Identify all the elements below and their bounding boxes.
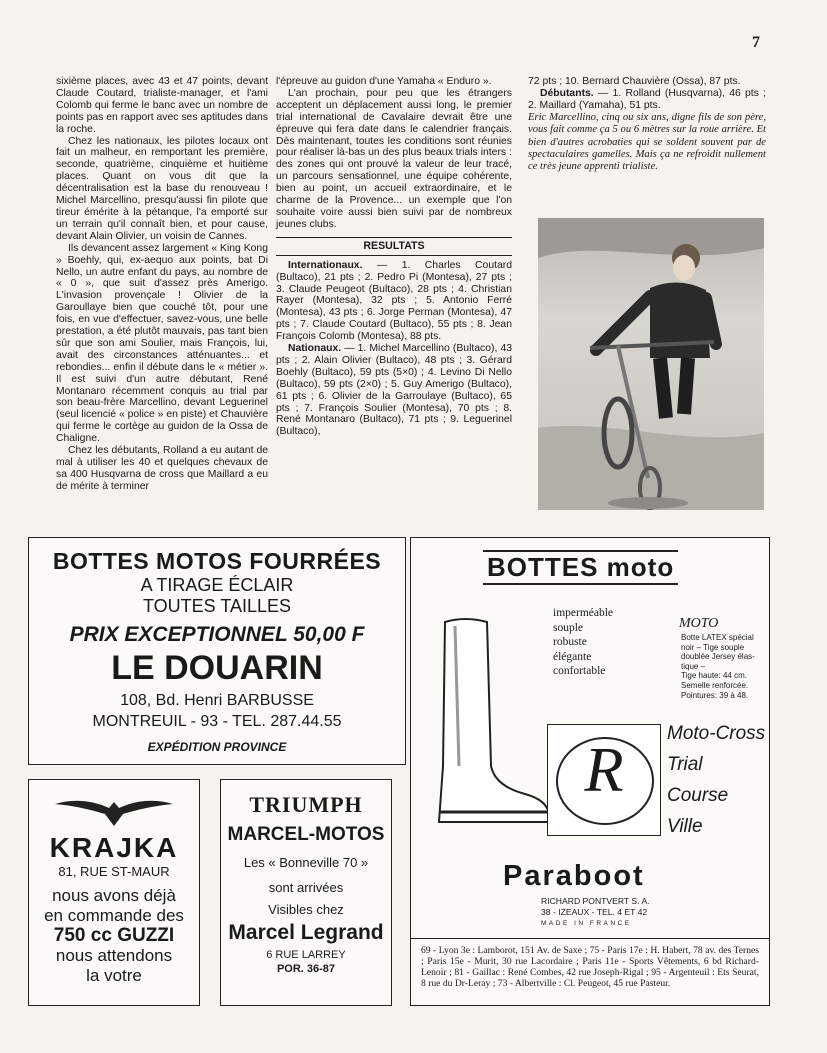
ad-line: 750 cc GUZZI	[53, 925, 175, 946]
logo-letter: R	[584, 734, 624, 805]
ad-le-douarin	[28, 537, 406, 765]
ad-shop-name: Marcel Legrand	[228, 921, 384, 944]
ad-triumph	[220, 779, 392, 1006]
eagle-icon	[53, 794, 175, 828]
boot-icon	[425, 616, 553, 830]
use-item: Ville	[667, 816, 703, 837]
results-internationaux	[276, 260, 512, 343]
ad-uses	[667, 718, 765, 842]
ad-dealer-name: MARCEL-MOTOS	[227, 824, 385, 845]
article-paragraph: sixième places, avec 43 et 47 points, devant Claude Coutard, trialiste-manager, et l'ami Colomb qui ferme le banc avec un nombre de points pas en rapport avec ses aptitudes dans la roche.	[56, 76, 268, 135]
page-number: 7	[752, 34, 760, 51]
ad-headline: BOTTES MOTOS FOURRÉES	[52, 548, 382, 574]
results-continued: 72 pts ; 10. Bernard Chauvière (Ossa), 87 pts.	[528, 76, 741, 87]
ad-line: nous avons déjà	[52, 886, 176, 905]
spec-line: Botte LATEX spécial	[681, 633, 754, 642]
photo-caption: Eric Marcellino, cinq ou six ans, digne fils de son père, vous fait comme ça 5 ou 6 mètres sur la roue arrière. Et bien d'autres acrobaties qui se soldent souvent par de spectaculaires gamelles. Mais ça ne refroidit nullement ce très jeune apprenti trialiste.	[528, 111, 766, 173]
spec-line: Pointures: 39 à 48.	[681, 690, 749, 700]
results-text: — 1. Rolland (Husqvarna), 46 pts ; 2. Maillard (Yamaha), 51 pts.	[528, 87, 766, 111]
ad-address: 6 RUE LARREY	[266, 949, 346, 961]
results-text: — 1. Charles Coutard (Bultaco), 21 pts ; 2. Pedro Pi (Montesa), 27 pts ; 3. Claude Peugeot (Bultaco), 28 pts ; 4. Christian Rayer (Montesa), 32 pts ; 5. Antonio Ferré (Montesa), 43 pts ; 6. Jorge Perman (Montesa), 47 pts ; 7. Claude Coutard (Bultaco), 55 pts ; 8. Jean François Colomb (Montesa), 88 pts.	[276, 259, 512, 343]
ad-line: nous attendons	[55, 946, 173, 965]
ad-line: A TIRAGE ÉCLAIR	[140, 575, 294, 595]
results-category-label: Débutants.	[540, 87, 594, 99]
ad-features	[553, 606, 613, 679]
use-item: Trial	[667, 754, 703, 775]
article-column-1	[56, 76, 268, 493]
article-paragraph: Ils devancent assez largement « King Kong » Boehly, qui, ex-aequo aux points, bat Di Nello, un autre enfant du pays, au nombre de « 0 », que suit d'assez près Amerigo. L'invasion provençale ! Olivier de la Garoullaye bien que couché tôt, pour une fois, en vue d'effectuer, savez-vous, une belle prestation, a été plutôt mauvais, pas tant bien sûr que son ami Soulier, mais François, lui, avait des circonstances atténuantes... et rebondies... enfin il débute dans le « métier ». Il est suivi d'un autre débutant, René Montanaro récemment conquis au trial par son beau-frère Marcellino, devant Leguerinel (seul licencié « police » en piste) et Chauvière qui ferme le cortège au guidon de la Ossa de Chaligne.	[56, 242, 268, 445]
ad-line: TOUTES TAILLES	[142, 596, 292, 616]
article-column-2	[276, 76, 512, 438]
ad-moto-label: MOTO	[679, 616, 719, 631]
ad-line: en commande des	[44, 906, 184, 925]
ad-brand: Paraboot	[503, 860, 645, 892]
ad-price: PRIX EXCEPTIONNEL 50,00 F	[69, 623, 365, 646]
spec-line: Semelle renforcée.	[681, 680, 749, 690]
article-paragraph: L'an prochain, pour peu que les étrangers acceptent un déplacement aussi long, le premier trial international de Cavalaire devrait être une épreuve qui fera date dans le calendrier français. Dès maintenant, toutes les conditions sont réunies pour réaliser là-bas un des plus beaux trials inters : des zones qui ont prouvé la valeur de leur tracé, un parcours sensationnel, une équipe cohérente, bien au point, un accueil extraordinaire, et le charme de la Provence... un exemple que l'on souhaite voire aussi bien suivi par de nombreux jeunes clubs.	[276, 87, 512, 230]
spec-line: tique –	[681, 661, 706, 671]
feature-item: élégante	[553, 650, 592, 663]
feature-item: souple	[553, 621, 584, 634]
ad-line: la votre	[86, 966, 142, 985]
results-heading: RESULTATS	[276, 237, 512, 256]
ad-paraboot	[410, 537, 770, 1006]
ad-address: 81, RUE ST-MAUR	[58, 864, 170, 879]
ad-line: Visibles chez	[268, 902, 344, 917]
feature-item: imperméable	[553, 607, 614, 619]
ad-address: MONTREUIL - 93 - TEL. 287.44.55	[92, 713, 342, 730]
ad-company	[541, 896, 650, 929]
ad-address: 108, Bd. Henri BARBUSSE	[120, 692, 314, 709]
ad-dealers: 69 - Lyon 3e : Lamborot, 151 Av. de Saxe ; 75 - Paris 17e : H. Habert, 78 av. des Ternes ; Paris 15e - Murit, 30 rue Lacordaire ; Paris 11e - Sports Vêtements, 6 bd Richard-Lenoir ; 81 - Gaillac : René Combes, 42 rue Joseph-Rigal ; 95 - Argenteuil : Ets Seurat, 8 rue du Dr-Leray ; 73 - Albertville : Cl. Peugeot, 45 rue Pasteur.	[411, 938, 769, 989]
made-in-label: MADE IN FRANCE	[541, 920, 632, 927]
spec-line: noir – Tige souple	[681, 642, 745, 652]
bicycle-photo-illustration	[538, 218, 764, 510]
use-item: Course	[667, 785, 729, 806]
ad-phone: POR. 36-87	[276, 963, 336, 975]
company-location: 38 - IZEAUX - TEL. 4 ET 42	[541, 907, 648, 917]
article-paragraph: Chez les débutants, Rolland a eu autant de mal à utiliser les 40 et quelques chevaux de sa 400 Husqvarna de cross que Maillard a eu de mérite à terminer	[56, 445, 268, 492]
triumph-logo: TRIUMPH	[249, 792, 363, 817]
article-paragraph: Chez les nationaux, les pilotes locaux ont fait un malheur, en remportant les première, seconde, quatrième, cinquième et huitième places. Quant on vous dit que la décentralisation est la base du renouveau ! Michel Marcellino, presqu'aussi fin pilote que tireur émérite à la pétanque, l'a emporté sur un terrain qu'il connaît bien, et pour cause, devant Alain Olivier, un voisin de Cannes.	[56, 135, 268, 242]
company-name: RICHARD PONTVERT S. A.	[541, 896, 650, 906]
use-item: Moto-Cross	[667, 723, 766, 744]
photo-boy-on-bicycle	[538, 218, 764, 510]
article-paragraph: l'épreuve au guidon d'une Yamaha « Enduro ».	[276, 76, 492, 87]
ad-expedition: EXPÉDITION PROVINCE	[147, 740, 287, 754]
ad-line: sont arrivées	[268, 880, 344, 895]
ad-text	[29, 886, 199, 986]
results-nationaux	[276, 343, 512, 438]
results-category-label: Nationaux.	[288, 343, 342, 355]
spec-line: doublée Jersey élas-	[681, 652, 755, 662]
feature-item: confortable	[553, 665, 606, 677]
results-category-label: Internationaux.	[288, 259, 363, 271]
ad-krajka	[28, 779, 200, 1006]
ad-line: Les « Bonneville 70 »	[243, 855, 369, 870]
results-text: — 1. Michel Marcellino (Bultaco), 43 pts ; 2. Alain Olivier (Bultaco), 48 pts ; 3. Gérard Boehly (Bultaco), 59 pts (5×0) ; 4. Levino Di Nello (Bultaco), 59 pts (2×0) ; 5. Guy Amerigo (Bultaco), 61 pts ; 6. Olivier de la Garroulaye (Bultaco), 65 pts ; 7. François Soulier (Montesa), 70 pts ; 8. René Montanaro (Bultaco), 71 pts ; 9. Leguerinel (Bultaco),	[276, 343, 512, 438]
paraboot-logo	[547, 724, 661, 836]
results-debutants	[528, 88, 766, 112]
ad-spec	[681, 633, 769, 700]
ad-shop-name: LE DOUARIN	[111, 649, 323, 687]
ad-shop-name: KRAJKA	[49, 832, 179, 863]
article-column-3	[528, 76, 766, 174]
ad-title: BOTTES moto	[483, 550, 678, 585]
spec-line: Tige haute: 44 cm.	[681, 671, 747, 681]
feature-item: robuste	[553, 636, 587, 648]
